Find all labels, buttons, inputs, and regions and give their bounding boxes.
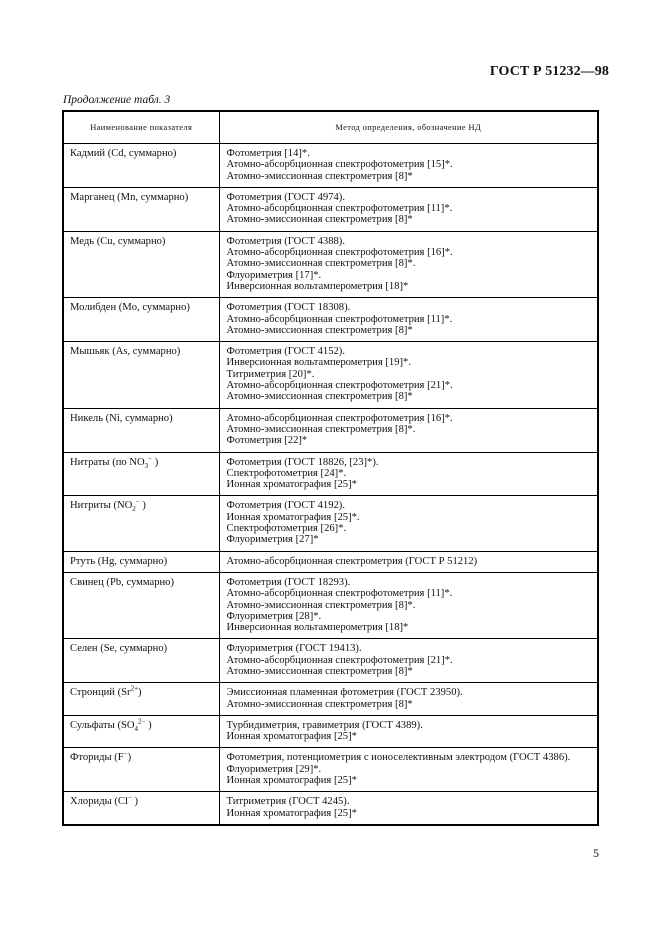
method-line: Фотометрия, потенциометрия с ионоселективным электродом (ГОСТ 4386). xyxy=(226,752,571,764)
indicator-name-cell xyxy=(63,792,219,825)
method-line: Флуориметрия [28]*. xyxy=(226,610,322,622)
indicator-name-suffix: ) xyxy=(131,796,139,808)
method-line: Атомно-эмиссионная спектрометрия [8]* xyxy=(226,665,413,677)
document-code: ГОСТ Р 51232—98 xyxy=(489,64,609,79)
formula-superscript: 2+ xyxy=(130,684,139,693)
method-line: Ионная хроматография [25]* xyxy=(226,479,357,491)
indicator-name-cell xyxy=(63,551,219,572)
indicator-name-cell xyxy=(63,342,219,408)
table-row xyxy=(63,715,598,748)
method-line: Ионная хроматография [25]*. xyxy=(226,511,360,523)
indicator-name-cell xyxy=(63,683,219,716)
method-line: Спектрофотометрия [26]*. xyxy=(226,523,347,535)
table-body xyxy=(63,144,598,825)
indicator-name-cell xyxy=(63,452,219,496)
method-line: Инверсионная вольтамперометрия [18]* xyxy=(226,280,409,292)
formula-superscript: − xyxy=(135,497,140,506)
indicator-name: Нитриты (NO xyxy=(70,500,133,512)
indicator-name-cell xyxy=(63,408,219,452)
indicator-name-cell xyxy=(63,639,219,683)
method-cell xyxy=(219,342,598,408)
method-line: Атомно-эмиссионная спектрометрия [8]*. xyxy=(226,423,416,435)
method-line: Атомно-эмиссионная спектрометрия [8]* xyxy=(226,698,413,710)
method-cell xyxy=(219,452,598,496)
indicator-name-suffix: ) xyxy=(138,687,142,699)
indicator-name-suffix: ) xyxy=(145,719,152,731)
method-line: Фотометрия (ГОСТ 4388). xyxy=(226,235,345,247)
method-line: Атомно-эмиссионная спектрометрия [8]* xyxy=(226,170,413,182)
method-line: Флуориметрия (ГОСТ 19413). xyxy=(226,643,362,655)
method-cell xyxy=(219,792,598,825)
formula-superscript: 2− xyxy=(138,717,146,726)
column-header-indicator: Наименование показателя xyxy=(63,111,219,144)
formula-subscript: 2 xyxy=(132,505,136,514)
indicator-name-cell xyxy=(63,496,219,551)
indicator-name: Стронций (Sr xyxy=(70,687,131,699)
indicator-name-suffix: ) xyxy=(127,752,132,764)
method-line: Атомно-эмиссионная спектрометрия [8]*. xyxy=(226,258,416,270)
method-cell xyxy=(219,408,598,452)
method-line: Атомно-эмиссионная спектрометрия [8]* xyxy=(226,324,413,336)
method-line: Титриметрия (ГОСТ 4245). xyxy=(226,796,350,808)
column-header-method: Метод определения, обозначение НД xyxy=(219,111,598,144)
table-row xyxy=(63,639,598,683)
method-line: Атомно-абсорбционная спектрофотометрия [11]*. xyxy=(226,313,453,325)
method-cell xyxy=(219,144,598,188)
indicator-name: Ртуть (Hg, суммарно) xyxy=(70,555,168,567)
indicator-name: Медь (Cu, суммарно) xyxy=(70,235,166,247)
method-cell xyxy=(219,683,598,716)
indicator-name-cell xyxy=(63,572,219,638)
indicator-name-cell xyxy=(63,298,219,342)
table-row xyxy=(63,342,598,408)
methods-table xyxy=(62,110,599,826)
table-row xyxy=(63,187,598,231)
indicator-name: Сульфаты (SO xyxy=(70,719,135,731)
indicator-name-cell xyxy=(63,748,219,792)
indicator-name: Селен (Se, суммарно) xyxy=(70,643,168,655)
indicator-name: Марганец (Mn, суммарно) xyxy=(70,191,189,203)
method-line: Ионная хроматография [25]* xyxy=(226,807,357,819)
method-line: Эмиссионная пламенная фотометрия (ГОСТ 23950). xyxy=(226,687,463,699)
method-line: Ионная хроматография [25]* xyxy=(226,731,357,743)
indicator-name: Нитраты (по NO xyxy=(70,456,145,468)
formula-superscript: − xyxy=(127,793,132,802)
method-line: Флуориметрия [27]* xyxy=(226,534,319,546)
table-row xyxy=(63,408,598,452)
method-line: Фотометрия [14]*. xyxy=(226,148,310,159)
method-line: Фотометрия (ГОСТ 18826, [23]*). xyxy=(226,456,379,468)
indicator-name: Фториды (F xyxy=(70,752,124,764)
method-line: Инверсионная вольтамперометрия [19]*. xyxy=(226,357,411,369)
formula-subscript: 3 xyxy=(144,461,149,470)
method-line: Атомно-абсорбционная спектрофотометрия [11]*. xyxy=(226,203,453,215)
method-cell xyxy=(219,496,598,551)
method-line: Фотометрия (ГОСТ 18308). xyxy=(226,302,351,314)
table-row xyxy=(63,572,598,638)
formula-subscript: 4 xyxy=(134,724,139,733)
table-header-row xyxy=(63,111,598,144)
table-row xyxy=(63,452,598,496)
method-line: Флуориметрия [29]*. xyxy=(226,763,322,775)
table-row xyxy=(63,144,598,188)
indicator-name: Свинец (Pb, суммарно) xyxy=(70,576,174,588)
method-line: Фотометрия [22]* xyxy=(226,435,308,447)
indicator-name-cell xyxy=(63,231,219,297)
indicator-name-cell xyxy=(63,187,219,231)
method-line: Атомно-абсорбционная спектрофотометрия [15]*. xyxy=(226,159,453,171)
method-cell xyxy=(219,715,598,748)
formula-superscript: − xyxy=(148,454,153,462)
method-line: Атомно-абсорбционная спектрофотометрия [16]*. xyxy=(226,412,453,424)
method-line: Фотометрия (ГОСТ 4974). xyxy=(226,191,345,203)
indicator-name-cell xyxy=(63,715,219,748)
table-row xyxy=(63,496,598,551)
method-line: Атомно-абсорбционная спектрометрия (ГОСТ Р 51212) xyxy=(226,555,478,567)
page-number: 5 xyxy=(593,846,599,860)
method-line: Атомно-эмиссионная спектрометрия [8]* xyxy=(226,391,413,403)
method-cell xyxy=(219,639,598,683)
method-cell xyxy=(219,187,598,231)
method-line: Атомно-абсорбционная спектрофотометрия [11]*. xyxy=(226,588,453,600)
table-caption: Продолжение табл. 3 xyxy=(63,94,171,106)
indicator-name-suffix: ) xyxy=(139,500,146,512)
method-cell xyxy=(219,748,598,792)
method-line: Спектрофотометрия [24]*. xyxy=(226,467,347,479)
indicator-name-suffix: ) xyxy=(152,456,159,468)
method-line: Атомно-абсорбционная спектрофотометрия [16]*. xyxy=(226,247,453,259)
table-row xyxy=(63,792,598,825)
indicator-name: Молибден (Mo, суммарно) xyxy=(70,302,190,314)
method-line: Атомно-абсорбционная спектрофотометрия [21]*. xyxy=(226,654,453,666)
method-line: Атомно-эмиссионная спектрометрия [8]* xyxy=(226,214,413,226)
method-line: Фотометрия (ГОСТ 18293). xyxy=(226,576,351,588)
method-line: Атомно-абсорбционная спектрофотометрия [21]*. xyxy=(226,380,453,392)
indicator-name: Мышьяк (As, суммарно) xyxy=(70,346,181,358)
method-line: Флуориметрия [17]*. xyxy=(226,269,322,281)
indicator-name-cell xyxy=(63,144,219,188)
indicator-name: Хлориды (Cl xyxy=(70,796,128,808)
table-row xyxy=(63,298,598,342)
indicator-name: Никель (Ni, суммарно) xyxy=(70,412,173,424)
method-line: Титриметрия [20]*. xyxy=(226,368,315,380)
method-line: Фотометрия (ГОСТ 4192). xyxy=(226,500,345,512)
method-cell xyxy=(219,551,598,572)
table-row xyxy=(63,683,598,716)
method-cell xyxy=(219,572,598,638)
method-line: Ионная хроматография [25]* xyxy=(226,775,357,787)
method-line: Фотометрия (ГОСТ 4152). xyxy=(226,346,345,358)
method-line: Турбидиметрия, гравиметрия (ГОСТ 4389). xyxy=(226,719,423,731)
formula-superscript: − xyxy=(123,749,128,758)
method-line: Атомно-эмиссионная спектрометрия [8]*. xyxy=(226,599,416,611)
method-line: Инверсионная вольтамперометрия [18]* xyxy=(226,622,409,634)
table-row xyxy=(63,748,598,792)
method-cell xyxy=(219,298,598,342)
table-row xyxy=(63,551,598,572)
method-cell xyxy=(219,231,598,297)
indicator-name: Кадмий (Cd, суммарно) xyxy=(70,148,177,159)
table-row xyxy=(63,231,598,297)
